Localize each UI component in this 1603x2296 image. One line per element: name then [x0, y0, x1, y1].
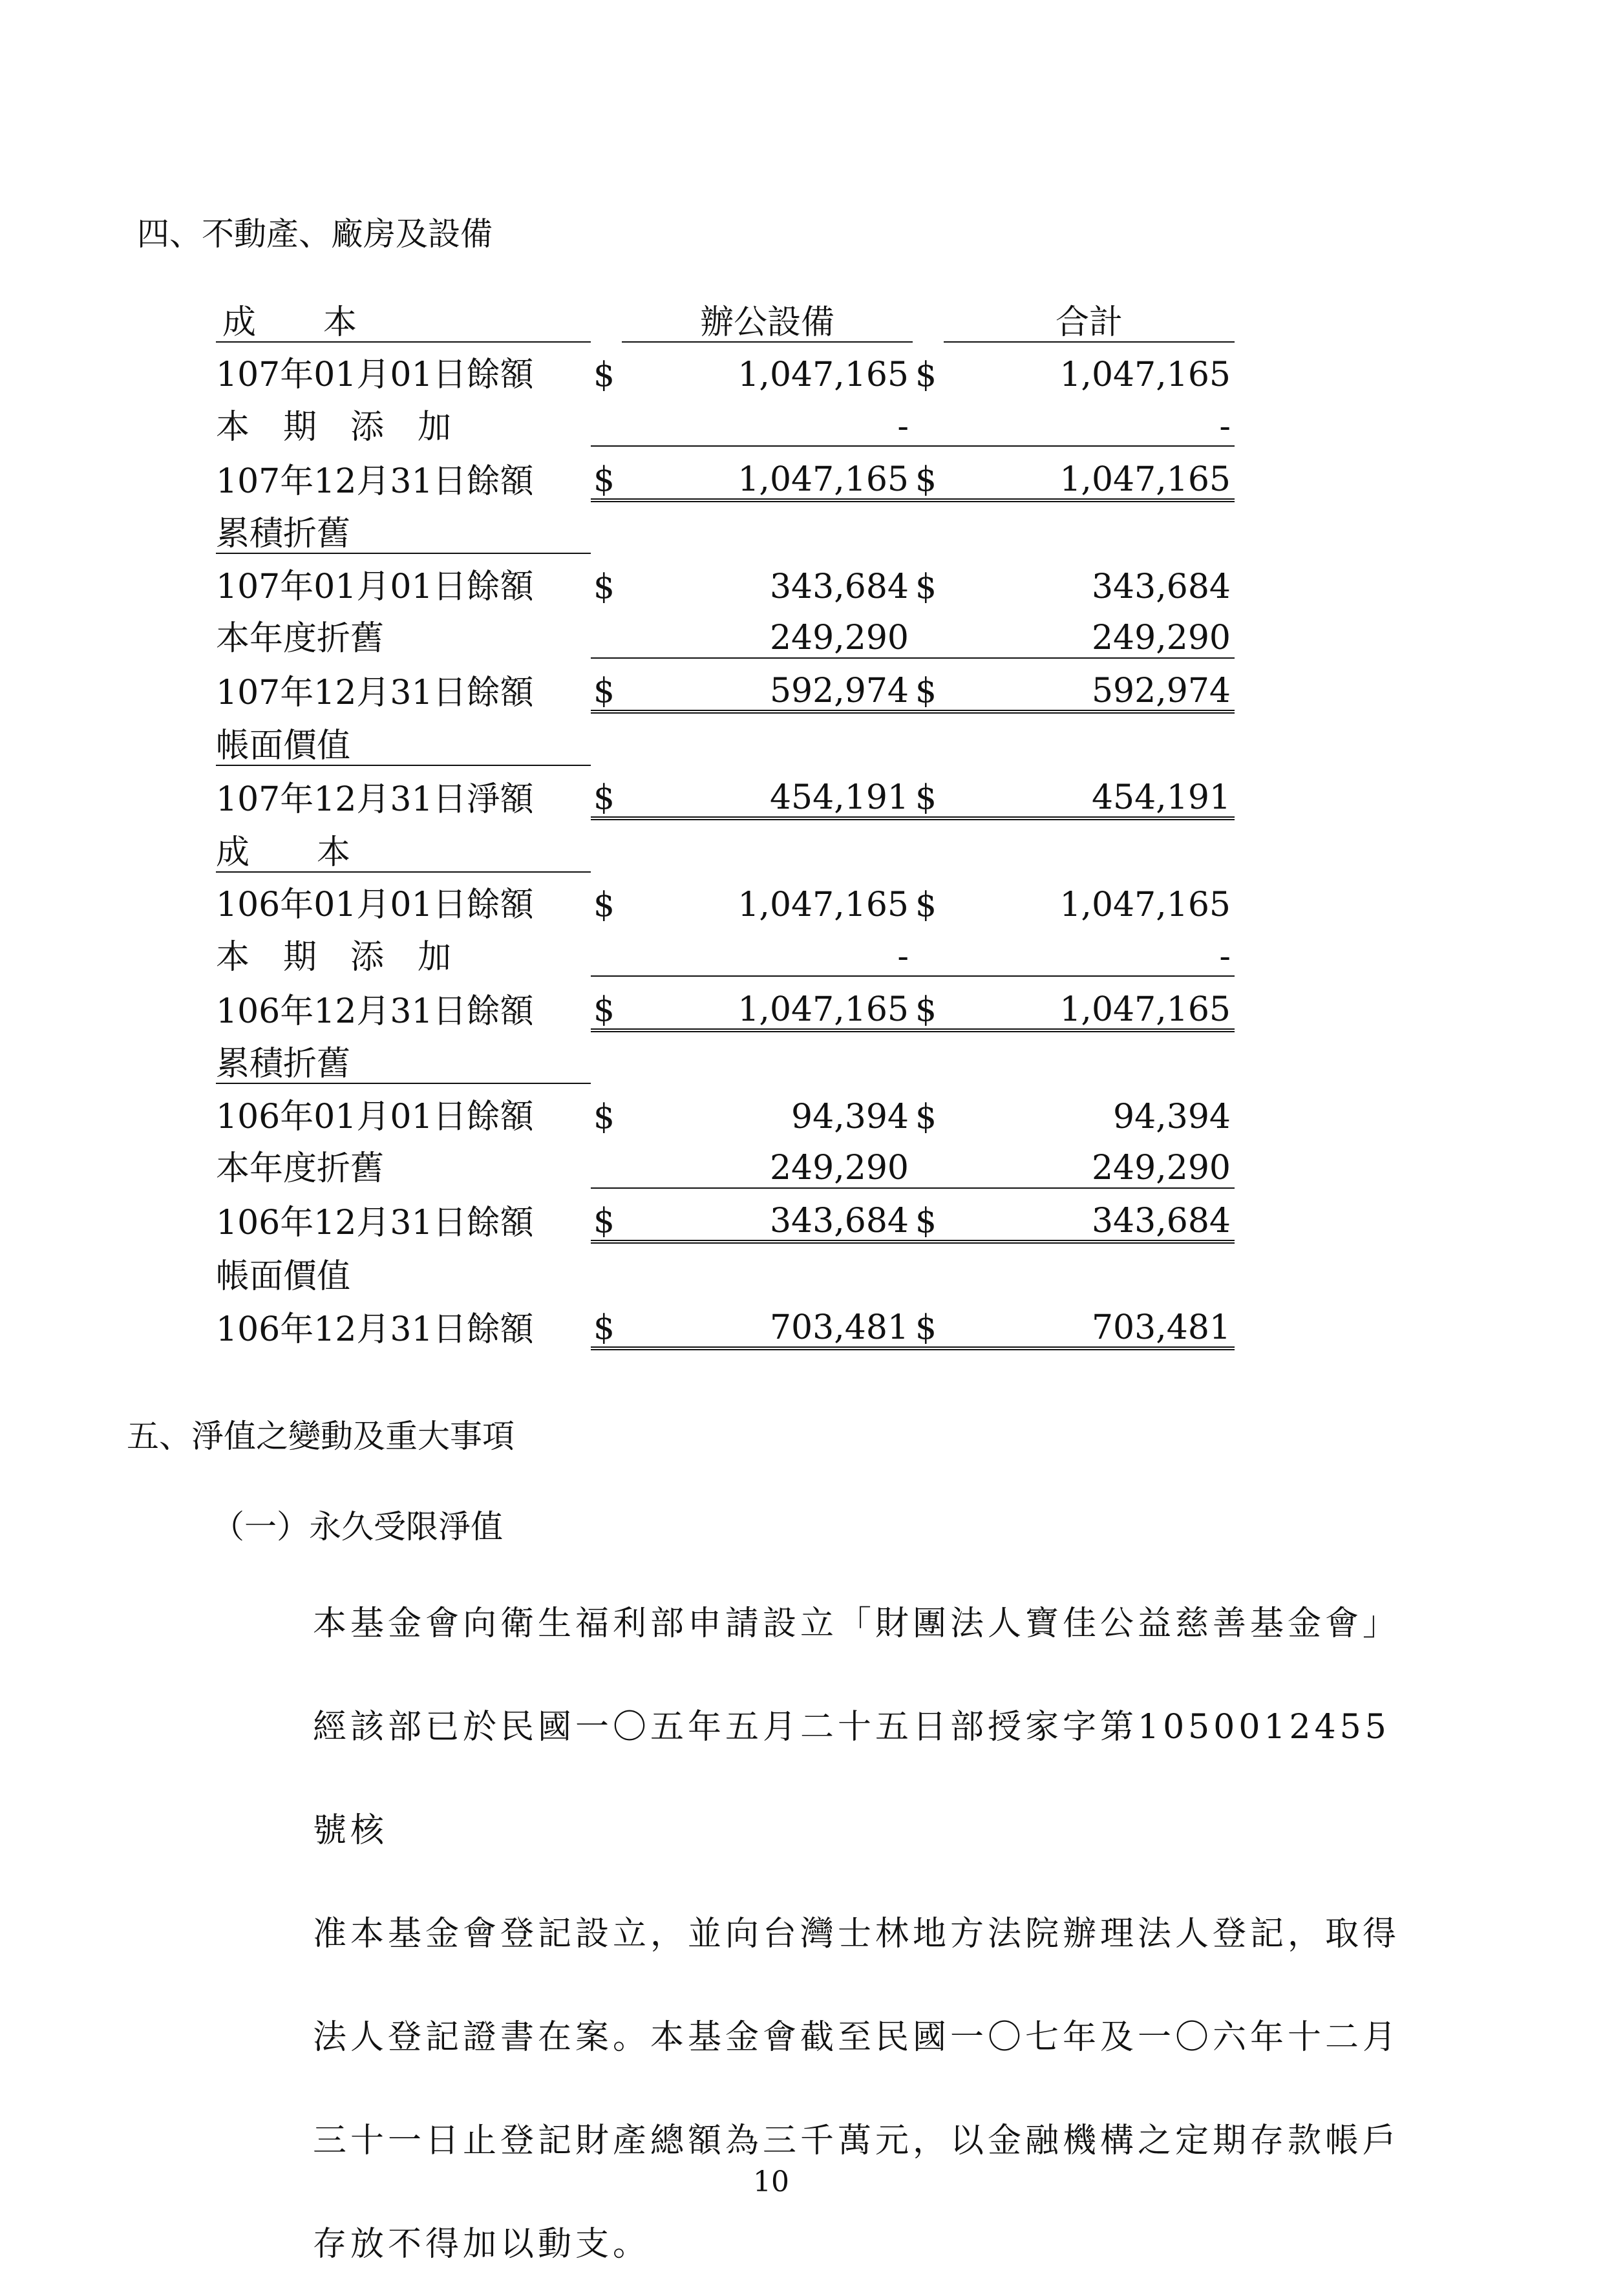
paragraph-line: 三十一日止登記財產總額為三千萬元，以金融機構之定期存款帳戶	[313, 2121, 1401, 2160]
section-label: 累積折舊	[216, 1030, 591, 1084]
dollar-sign	[591, 712, 622, 765]
office-equipment-value	[622, 712, 913, 765]
dollar-sign	[913, 712, 944, 765]
paragraph-line: 准本基金會登記設立，並向台灣士林地方法院辦理法人登記，取得	[313, 1915, 1401, 1953]
dollar-sign	[913, 1136, 944, 1188]
total-value: -	[944, 924, 1235, 977]
dollar-sign	[913, 606, 944, 658]
office-equipment-value: 703,481	[622, 1295, 913, 1349]
dollar-sign: $	[915, 356, 937, 395]
dollar-sign	[913, 818, 944, 872]
office-equipment-value	[622, 500, 913, 554]
table-row	[216, 1083, 1235, 1136]
total-value	[944, 1030, 1235, 1084]
paragraph-line: 法人登記證書在案。本基金會截至民國一〇七年及一〇六年十二月	[313, 2018, 1401, 2057]
dollar-sign	[591, 1242, 622, 1295]
row-label: 106年12月31日餘額	[216, 1310, 534, 1350]
section-label: 帳面價值	[216, 712, 591, 765]
section-4-title: 四、不動產、廠房及設備	[137, 215, 493, 253]
dollar-sign	[591, 394, 622, 447]
dollar-sign: $	[591, 446, 622, 500]
office-equipment-value: 249,290	[622, 1136, 913, 1188]
table-section-row	[216, 500, 1235, 554]
total-value: 94,394	[1113, 1097, 1231, 1136]
total-value	[944, 500, 1235, 554]
office-equipment-value: -	[622, 394, 913, 447]
table-section-row	[216, 1030, 1235, 1084]
row-label: 106年01月01日餘額	[216, 1097, 534, 1136]
office-equipment-value: 1,047,165	[738, 886, 909, 925]
office-equipment-value: 343,684	[769, 567, 909, 606]
section-label: 成 本	[216, 818, 591, 872]
total-value: -	[944, 394, 1235, 447]
office-equipment-value: 454,191	[622, 765, 913, 819]
row-label: 107年12月31日餘額	[216, 462, 534, 501]
total-value: 1,047,165	[944, 976, 1235, 1030]
table-row	[216, 1295, 1235, 1349]
table-row	[216, 765, 1235, 819]
header-office-equipment: 辦公設備	[622, 284, 913, 342]
total-value: 592,974	[944, 658, 1235, 712]
total-value: 249,290	[944, 606, 1235, 658]
total-value: 343,684	[944, 1188, 1235, 1242]
ppe-table	[216, 284, 1235, 1350]
paragraph-line: 經該部已於民國一〇五年五月二十五日部授家字第1050012455號核	[313, 1708, 1390, 1850]
row-label: 本年度折舊	[216, 619, 385, 659]
row-label: 107年01月01日餘額	[216, 356, 534, 395]
office-equipment-value: 1,047,165	[738, 356, 909, 395]
office-equipment-value: 94,394	[791, 1097, 909, 1136]
total-value	[944, 712, 1235, 765]
dollar-sign: $	[913, 976, 944, 1030]
dollar-sign: $	[593, 356, 615, 395]
header-cost-label: 成 本	[216, 284, 591, 342]
row-label: 本 期 添 加	[216, 937, 452, 977]
table-row	[216, 394, 1235, 447]
table-section-row	[216, 712, 1235, 765]
dollar-sign: $	[915, 886, 937, 925]
office-equipment-value: 592,974	[622, 658, 913, 712]
row-label: 107年12月31日餘額	[216, 673, 534, 712]
paragraph-line: 本基金會向衛生福利部申請設立「財團法人寶佳公益慈善基金會」	[313, 1604, 1401, 1643]
dollar-sign: $	[915, 567, 937, 606]
table-row	[216, 658, 1235, 712]
office-equipment-value: 343,684	[622, 1188, 913, 1242]
total-value: 1,047,165	[1059, 356, 1231, 395]
row-label: 本年度折舊	[216, 1149, 385, 1189]
table-section-row	[216, 818, 1235, 872]
header-total: 合計	[944, 284, 1235, 342]
table-row	[216, 1136, 1235, 1188]
office-equipment-value	[622, 1030, 913, 1084]
office-equipment-value: 249,290	[622, 606, 913, 658]
section-label: 帳面價值	[216, 1257, 351, 1296]
dollar-sign: $	[591, 658, 622, 712]
dollar-sign	[591, 924, 622, 977]
dollar-sign: $	[913, 765, 944, 819]
row-label: 107年01月01日餘額	[216, 567, 534, 606]
paragraph-line: 存放不得加以動支。	[313, 2225, 651, 2264]
table-row	[216, 446, 1235, 500]
dollar-sign: $	[593, 1097, 615, 1136]
table-row	[216, 976, 1235, 1030]
dollar-sign	[591, 1030, 622, 1084]
dollar-sign	[913, 394, 944, 447]
dollar-sign: $	[591, 765, 622, 819]
table-row	[216, 553, 1235, 606]
row-label: 106年12月31日餘額	[216, 992, 534, 1031]
dollar-sign	[913, 1030, 944, 1084]
dollar-sign	[913, 924, 944, 977]
row-label: 106年12月31日餘額	[216, 1203, 534, 1242]
row-label: 本 期 添 加	[216, 408, 452, 447]
table-row	[216, 606, 1235, 658]
total-value	[944, 1242, 1235, 1295]
dollar-sign: $	[593, 567, 615, 606]
dollar-sign: $	[591, 1188, 622, 1242]
total-value: 1,047,165	[944, 446, 1235, 500]
total-value: 249,290	[944, 1136, 1235, 1188]
dollar-sign: $	[913, 1295, 944, 1349]
paragraph-body	[313, 1572, 1412, 2296]
row-label: 106年01月01日餘額	[216, 886, 534, 925]
section-5-title: 五、淨值之變動及重大事項	[127, 1418, 515, 1455]
table-header-row	[216, 284, 1235, 342]
table-row	[216, 872, 1235, 924]
table-row	[216, 1188, 1235, 1242]
section-label: 累積折舊	[216, 500, 591, 554]
dollar-sign: $	[915, 1097, 937, 1136]
page-number: 10	[753, 2165, 789, 2198]
dollar-sign: $	[591, 976, 622, 1030]
dollar-sign	[591, 500, 622, 554]
dollar-sign	[591, 1136, 622, 1188]
table-row	[216, 924, 1235, 977]
total-value: 1,047,165	[1059, 886, 1231, 925]
total-value: 454,191	[944, 765, 1235, 819]
subsection-1-title: （一）永久受限淨值	[212, 1508, 503, 1546]
office-equipment-value: 1,047,165	[622, 446, 913, 500]
dollar-sign	[591, 818, 622, 872]
dollar-sign: $	[913, 1188, 944, 1242]
dollar-sign: $	[593, 886, 615, 925]
total-value	[944, 818, 1235, 872]
table-section-row	[216, 1242, 1235, 1295]
dollar-sign	[591, 606, 622, 658]
dollar-sign	[913, 500, 944, 554]
dollar-sign: $	[591, 1295, 622, 1349]
table-row	[216, 342, 1235, 394]
dollar-sign: $	[913, 658, 944, 712]
total-value: 703,481	[944, 1295, 1235, 1349]
office-equipment-value: -	[622, 924, 913, 977]
row-label: 107年12月31日淨額	[216, 780, 534, 820]
office-equipment-value	[622, 1242, 913, 1295]
total-value: 343,684	[1091, 567, 1231, 606]
dollar-sign	[913, 1242, 944, 1295]
office-equipment-value	[622, 818, 913, 872]
office-equipment-value: 1,047,165	[622, 976, 913, 1030]
dollar-sign: $	[913, 446, 944, 500]
